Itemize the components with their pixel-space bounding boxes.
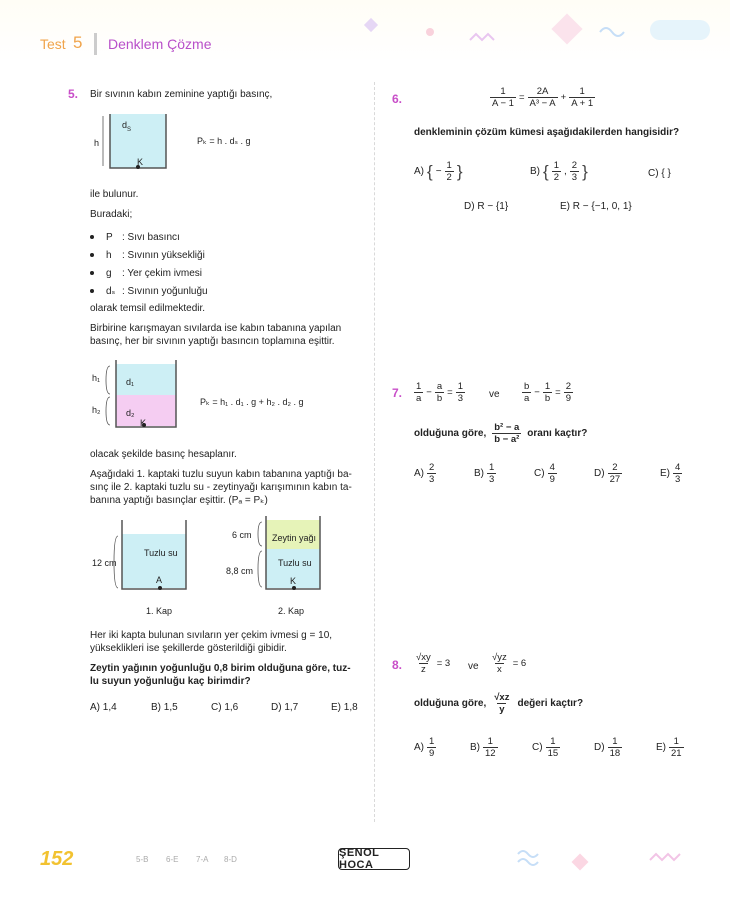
- fraction: $\frac{2A}{\text{A³ − A}}$: [529, 86, 556, 109]
- question-5-number: 5.: [68, 87, 79, 101]
- fraction: $\frac{4}{3}$: [675, 462, 681, 485]
- q5-option-c[interactable]: C) 1,6: [211, 702, 239, 713]
- q5-question-line2: lu suyun yoğunluğu kaç birimdir?: [90, 676, 251, 687]
- kap2-top-height-label: 6 cm: [232, 530, 252, 540]
- test-number: 5: [73, 33, 83, 52]
- q7-option-a[interactable]: A) $\frac{2}{3}$: [414, 462, 435, 485]
- q7-question: olduğuna göre, $\frac{\text{b² − a}}{\text{b − a²}}$ oranı kaçtır?: [414, 422, 588, 445]
- answer-key-7: 7-A: [196, 855, 209, 864]
- fraction: $\frac{1}{a}$: [416, 381, 422, 404]
- fraction: $\frac{1}{21}$: [671, 736, 682, 759]
- fraction: $\frac{1}{3}$: [457, 381, 464, 404]
- definition-item: h : Sıvının yüksekliği: [90, 246, 290, 264]
- definition-item: dₛ : Sıvının yoğunluğu: [90, 282, 290, 300]
- answer-key-8: 8-D: [224, 855, 237, 864]
- q5-option-b[interactable]: B) 1,5: [151, 702, 178, 713]
- test-label: Test: [40, 36, 66, 52]
- q5-para1-line2: basınç, her bir sıvının yaptığı basıncın toplamına eşittir.: [90, 336, 335, 347]
- q5-para2-line3: banına yaptığı basınçlar eşittir. (Pₐ = Pₖ): [90, 495, 268, 506]
- fraction: $\frac{1}{2}$: [446, 160, 452, 183]
- fraction: $\frac{2}{27}$: [609, 462, 621, 485]
- answer-key-6: 6-E: [166, 855, 179, 864]
- fraction: $\frac{4}{9}$: [549, 462, 555, 485]
- kap1-height-label: 12 cm: [92, 558, 117, 568]
- kap2-point-k: K: [290, 576, 297, 586]
- fig2-h1-label: h₁: [92, 373, 101, 383]
- q8-option-e[interactable]: E) $\frac{1}{21}$: [656, 736, 682, 759]
- q5-option-a[interactable]: A) 1,4: [90, 702, 117, 713]
- answer-key-5: 5-B: [136, 855, 149, 864]
- q5-option-d[interactable]: D) 1,7: [271, 702, 299, 713]
- q5-intro: Bir sıvının kabın zeminine yaptığı basınç,: [90, 89, 273, 100]
- q8-option-b[interactable]: B) $\frac{1}{12}$: [470, 736, 496, 759]
- q7-equation-1: $\frac{1}{a}$ − $\frac{a}{b}$ = $\frac{1}{3}$: [416, 381, 464, 404]
- kap2-oil-label: Zeytin yağı: [272, 533, 317, 543]
- question-6-number: 6.: [392, 92, 403, 106]
- q8-equation-2: $\frac{√yz}{x}$ = 6: [492, 652, 527, 675]
- q6-option-d[interactable]: D) R − {1}: [464, 201, 509, 212]
- q8-option-d[interactable]: D) $\frac{1}{18}$: [594, 736, 621, 759]
- footer-decoration: [510, 842, 730, 878]
- q8-option-c[interactable]: C) $\frac{1}{15}$: [532, 736, 559, 759]
- q7-option-c[interactable]: C) $\frac{4}{9}$: [534, 462, 555, 485]
- page-number: 152: [40, 848, 74, 870]
- q5-temsil: olarak temsil edilmektedir.: [90, 303, 206, 314]
- fraction: $\frac{1}{b}$: [544, 381, 551, 404]
- q6-question: denkleminin çözüm kümesi aşağıdakilerden hangisidir?: [414, 127, 680, 138]
- fig1-density-label: $d_S$: [122, 120, 132, 133]
- fraction: $\frac{1}{3}$: [489, 462, 495, 485]
- kap1-liquid-label: Tuzlu su: [144, 548, 178, 558]
- kap2-bottom-height-label: 8,8 cm: [226, 566, 254, 576]
- q6-option-e[interactable]: E) R − {−1, 0, 1}: [560, 201, 632, 212]
- fraction: $\frac{1}{18}$: [609, 736, 621, 759]
- q5-line-bulunur: ile bulunur.: [90, 189, 139, 200]
- fig2-point-k: K: [140, 418, 147, 428]
- q5-question-line1: Zeytin yağının yoğunluğu 0,8 birim olduğuna göre, tuz-: [90, 663, 351, 674]
- fraction: $\frac{√xy}{z}$: [416, 652, 431, 675]
- q8-question: olduğuna göre, $\frac{√xz}{y}$ değeri kaçtır?: [414, 692, 584, 715]
- page-title: Denklem Çözme: [108, 36, 212, 52]
- q7-option-e[interactable]: E) $\frac{4}{3}$: [660, 462, 681, 485]
- q6-option-b[interactable]: B) { $\frac{1}{2}$ , $\frac{2}{3}$ }: [530, 160, 588, 183]
- kap2-water-label: Tuzlu su: [278, 558, 312, 568]
- fraction: $\frac{√xz}{y}$: [494, 692, 510, 715]
- fraction: $\frac{2}{3}$: [571, 160, 578, 183]
- fig1-point-k: K: [137, 157, 144, 167]
- fraction: $\frac{1}{12}$: [485, 736, 496, 759]
- q5-para3-line1: Her iki kapta bulunan sıvıların yer çekim ivmesi g = 10,: [90, 630, 333, 641]
- fraction: $\frac{1}{2}$: [553, 160, 559, 183]
- fraction: $\frac{a}{b}$: [436, 381, 443, 404]
- q6-option-c[interactable]: C) { }: [648, 168, 671, 179]
- q8-equation-1: $\frac{√xy}{z}$ = 3: [416, 652, 451, 675]
- q5-line-hesap: olacak şekilde basınç hesaplanır.: [90, 449, 237, 460]
- fraction: $\frac{1}{15}$: [547, 736, 559, 759]
- q6-equation: $\frac{1}{A - 1}$ = $\frac{2A}{\text{A³ − A}}$ + $\frac{1}{A + 1}$: [492, 86, 594, 109]
- q7-equation-2: $\frac{b}{a}$ − $\frac{1}{b}$ = $\frac{2}{9}$: [524, 381, 572, 404]
- q5-para2-line1: Aşağıdaki 1. kaptaki tuzlu suyun kabın tabanına yaptığı ba-: [90, 469, 352, 480]
- fraction: $\frac{b}{a}$: [524, 381, 530, 404]
- fraction: $\frac{2}{9}$: [565, 381, 572, 404]
- fraction: $\frac{1}{9}$: [429, 736, 435, 759]
- q7-option-b[interactable]: B) $\frac{1}{3}$: [474, 462, 495, 485]
- kap2-caption: 2. Kap: [278, 606, 305, 616]
- q5-para3-line2: yükseklikleri ise şekillerde gösterildiği gibidir.: [90, 643, 287, 654]
- fraction: $\frac{2}{3}$: [429, 462, 435, 485]
- kap1-caption: 1. Kap: [146, 606, 173, 616]
- fig1-formula: Pₖ = h . dₛ . g: [197, 136, 251, 146]
- fig2-d2-label: d₂: [126, 408, 135, 418]
- kap1-point-a: A: [156, 575, 163, 585]
- header-separator: [94, 33, 97, 55]
- bullet: [90, 235, 94, 239]
- fraction: $\frac{\text{b² − a}}{\text{b − a²}}$: [494, 422, 520, 445]
- bullet: [90, 271, 94, 275]
- header-decoration: [360, 12, 730, 62]
- question-7-number: 7.: [392, 386, 403, 400]
- q8-option-a[interactable]: A) $\frac{1}{9}$: [414, 736, 435, 759]
- fraction: $\frac{1}{A + 1}$: [571, 86, 594, 109]
- q8-ve: ve: [468, 661, 479, 672]
- q5-para2-line2: sınç ile 2. kaptaki tuzlu su - zeytinyağı karışımının kabın ta-: [90, 482, 352, 493]
- fraction: $\frac{√yz}{x}$: [492, 652, 507, 675]
- fraction: $\frac{1}{A - 1}$: [492, 86, 514, 109]
- q5-figure-1: [90, 110, 290, 175]
- q5-para1-line1: Birbirine karışmayan sıvılarda ise kabın tabanına yapılan: [90, 323, 342, 334]
- q6-option-a[interactable]: A) { − $\frac{1}{2}$ }: [414, 160, 463, 183]
- q5-definitions-list: [90, 228, 290, 300]
- fig2-h2-label: h₂: [92, 405, 101, 415]
- definition-item: g : Yer çekim ivmesi: [90, 264, 290, 282]
- q5-option-e[interactable]: E) 1,8: [331, 702, 358, 713]
- q7-option-d[interactable]: D) $\frac{2}{27}$: [594, 462, 621, 485]
- fig1-h-label: h: [94, 138, 100, 148]
- publisher-logo: ŞENOL HOCA: [338, 848, 410, 870]
- fig2-d1-label: d₁: [126, 377, 135, 387]
- definition-item: P : Sıvı basıncı: [90, 228, 290, 246]
- bullet: [90, 253, 94, 257]
- fig2-formula: Pₖ = h₁ . d₁ . g + h₂ . d₂ . g: [200, 397, 304, 407]
- bullet: [90, 289, 94, 293]
- q7-ve: ve: [489, 389, 500, 400]
- column-divider: [374, 82, 375, 822]
- q5-buradaki: Buradaki;: [90, 209, 133, 220]
- question-8-number: 8.: [392, 658, 403, 672]
